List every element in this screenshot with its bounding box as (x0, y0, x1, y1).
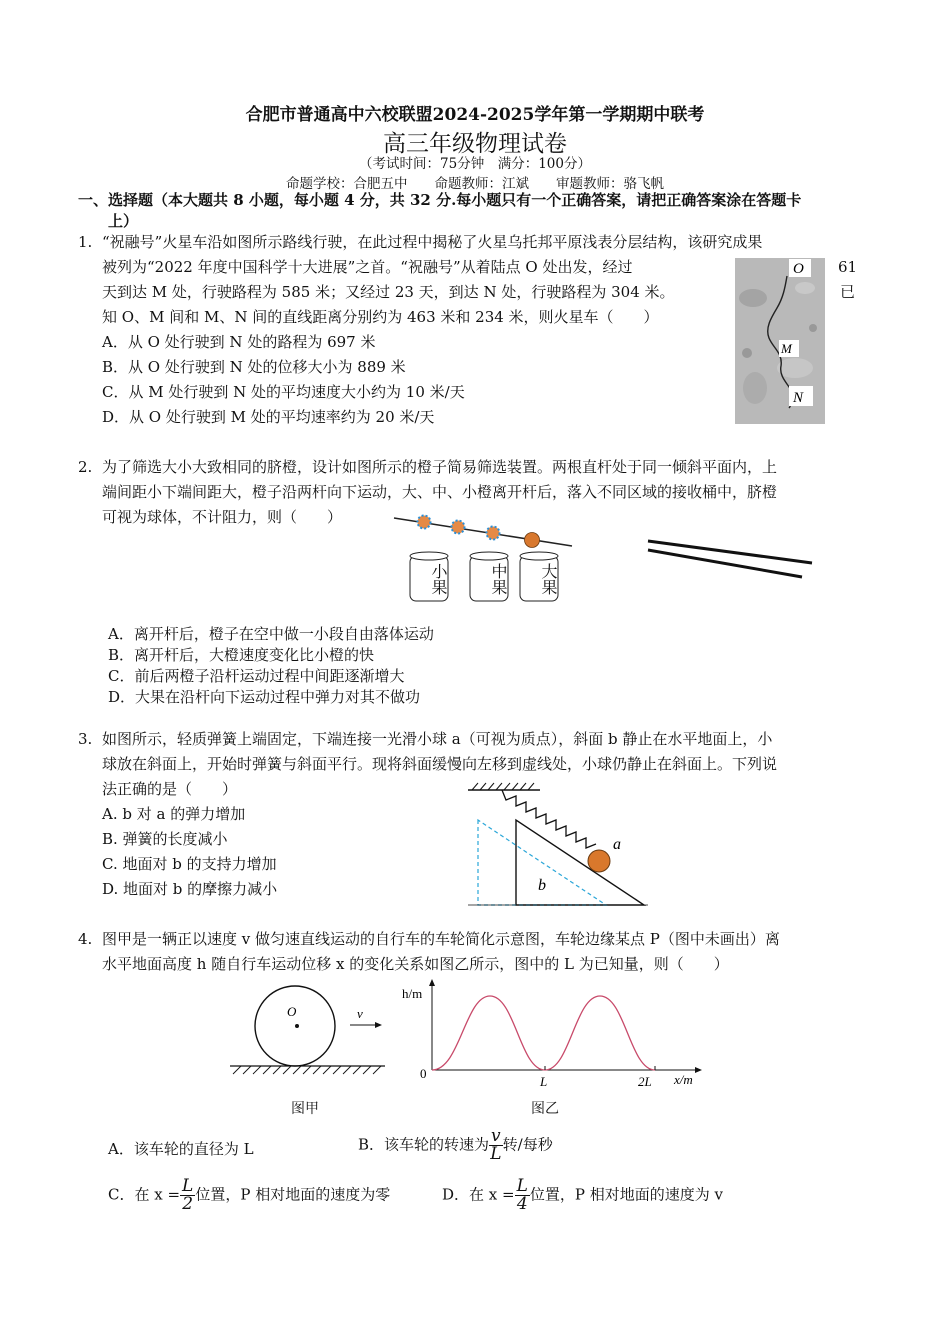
fraction-l-over-4 (515, 1178, 530, 1213)
question-text-line: 知 O、M 间和 M、N 间的直线距离分别约为 463 米和 234 米，则火星车（ ） (102, 308, 659, 326)
option-d[interactable]: D. 地面对 b 的摩擦力减小 (102, 880, 278, 898)
mars-route-figure (735, 258, 825, 424)
exam-title: 高三年级物理试卷 (383, 131, 567, 157)
option-a[interactable]: A．离开杆后，橙子在空中做一小段自由落体运动 (108, 625, 434, 643)
caption-figure-a: 图甲 (291, 1101, 319, 1117)
two-rods-figure (640, 535, 820, 585)
incline-b (516, 820, 644, 905)
option-d[interactable]: D．大果在沿杆向下运动过程中弹力对其不做功 (108, 688, 421, 706)
bin-label-small: 小果 (429, 563, 448, 595)
label-b: b (538, 877, 546, 894)
ball-a (588, 850, 610, 872)
question-text-line: 可视为球体，不计阻力，则（ ） (102, 508, 343, 526)
y-axis-label: h/m (402, 986, 423, 1001)
ground-hatch (233, 1066, 381, 1074)
question-number: 2. (78, 458, 93, 476)
option-c-suffix: 位置，P 相对地面的速度为零 (195, 1185, 391, 1204)
option-b[interactable]: B. 弹簧的长度减小 (102, 830, 228, 848)
section-heading-line2: 上） (108, 212, 139, 230)
section-heading (78, 190, 868, 232)
label-a: a (613, 836, 621, 853)
bin-label-medium: 中果 (489, 563, 508, 595)
option-b-prefix: B．该车轮的转速为 (358, 1135, 490, 1154)
tick-label-2l: 2L (638, 1074, 652, 1089)
option-d-suffix: 位置，P 相对地面的速度为 v (529, 1185, 723, 1204)
question-text-fragment: 已 (840, 283, 856, 301)
exam-header-line: 合肥市普通高中六校联盟2024-2025学年第一学期期中联考 (245, 105, 705, 125)
origin-label: 0 (420, 1066, 427, 1081)
question-text-line: 为了筛选大小大致相同的脐橙，设计如图所示的橙子简易筛选装置。两根直杆处于同一倾斜平面内，上 (102, 458, 778, 476)
question-text-line: 端间距小下端间距大，橙子沿两杆向下运动，大、中、小橙离开杆后，落入不同区域的接收桶中，脐橙 (102, 483, 778, 501)
fraction-numerator: L (516, 1176, 528, 1196)
option-a[interactable]: A．该车轮的直径为 L (108, 1140, 254, 1158)
fraction-numerator: L (182, 1176, 194, 1196)
ceiling-hatch (472, 783, 534, 790)
center-label-o: O (287, 1004, 297, 1019)
option-a[interactable]: A. b 对 a 的弹力增加 (102, 805, 246, 823)
question-text-line: 天到达 M 处，行驶路程为 585 米；又经过 23 天，到达 N 处，行驶路程为 304 米。 (102, 283, 675, 301)
option-b[interactable] (358, 1128, 553, 1163)
option-c[interactable]: C. 地面对 b 的支持力增加 (102, 855, 277, 873)
question-number: 3. (78, 730, 93, 748)
option-b[interactable]: B．从 O 处行驶到 N 处的位移大小为 889 米 (102, 358, 406, 376)
option-c-prefix: C．在 x = (108, 1185, 181, 1204)
option-c[interactable]: C．前后两橙子沿杆运动过程中间距逐渐增大 (108, 667, 405, 685)
option-c[interactable]: C．从 M 处行驶到 N 处的平均速度大小约为 10 米/天 (102, 383, 465, 401)
section-heading-line1: 一、选择题（本大题共 8 小题，每小题 4 分，共 32 分.每小题只有一个正确答案，请把正确答案涂在答题卡 (78, 191, 802, 209)
x-axis-label: x/m (674, 1072, 693, 1087)
velocity-label: v (357, 1006, 363, 1021)
question-number: 4. (78, 930, 93, 948)
height-vs-displacement-graph (402, 978, 710, 1090)
question-text-line: 图甲是一辆正以速度 v 做匀速直线运动的自行车的车轮简化示意图，车轮边缘某点 P（图中未画出）离 (102, 930, 780, 948)
height-curve (432, 996, 655, 1070)
fraction-denominator: L (490, 1144, 502, 1164)
option-c[interactable] (108, 1178, 390, 1213)
spring-incline-figure (460, 780, 660, 910)
exam-authors: 命题学校：合肥五中 命题教师：江斌 审题教师：骆飞帆 (286, 176, 664, 192)
question-text-line: 球放在斜面上，开始时弹簧与斜面平行。现将斜面缓慢向左移到虚线处，小球仍静止在斜面上。下列说 (102, 755, 778, 773)
option-b[interactable]: B．离开杆后，大橙速度变化比小橙的快 (108, 646, 375, 664)
fraction-numerator: v (491, 1126, 501, 1146)
bin-label-large: 大果 (539, 563, 558, 595)
question-number: 1. (78, 233, 93, 251)
caption-figure-b: 图乙 (531, 1101, 559, 1117)
question-text-line: “祝融号”火星车沿如图所示路线行驶，在此过程中揭秘了火星乌托邦平原浅表分层结构，该研究成果 (102, 233, 763, 251)
option-d[interactable] (442, 1178, 723, 1213)
point-label-o: O (793, 261, 804, 277)
option-d-prefix: D．在 x = (442, 1185, 515, 1204)
question-text-fragment: 61 (838, 258, 858, 276)
question-text-line: 如图所示，轻质弹簧上端固定，下端连接一光滑小球 a（可视为质点），斜面 b 静止在水平地面上，小 (102, 730, 773, 748)
fraction-denominator: 2 (182, 1194, 194, 1214)
wheel-figure (225, 980, 390, 1092)
point-label-m: M (781, 341, 792, 356)
fraction-v-over-l (489, 1128, 503, 1163)
option-a[interactable]: A．从 O 处行驶到 N 处的路程为 697 米 (102, 333, 376, 351)
tick-label-l: L (540, 1074, 548, 1089)
point-label-n: N (793, 390, 804, 406)
fraction-l-over-2 (180, 1178, 195, 1213)
question-text-line: 水平地面高度 h 随自行车运动位移 x 的变化关系如图乙所示，图中的 L 为已知量，则（ ） (102, 955, 729, 973)
exam-time: （考试时间：75分钟 满分：100分） (359, 156, 591, 172)
question-text-line: 被列为“2022 年度中国科学十大进展”之首。“祝融号”从着陆点 O 处出发，经过 (102, 258, 633, 276)
option-d[interactable]: D．从 O 处行驶到 M 处的平均速率约为 20 米/天 (102, 408, 435, 426)
question-text-line: 法正确的是（ ） (102, 780, 238, 798)
option-b-suffix: 转/每秒 (502, 1135, 553, 1154)
fraction-denominator: 4 (516, 1194, 528, 1214)
